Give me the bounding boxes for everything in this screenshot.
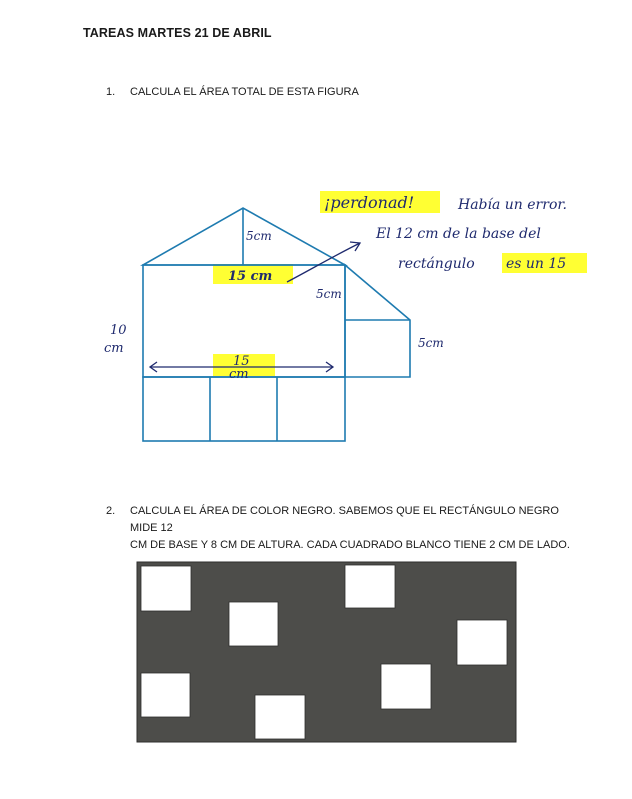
label-height-left bbox=[104, 323, 131, 356]
label-width-inner-unit: cm bbox=[229, 367, 249, 382]
page-title: TAREAS MARTES 21 DE ABRIL bbox=[83, 26, 272, 40]
side-trapezoid bbox=[345, 265, 410, 377]
note-pointer-arrow bbox=[287, 242, 360, 282]
question-1-number: 1. bbox=[106, 86, 116, 98]
label-width-inner-value: 15 bbox=[233, 354, 250, 369]
question-2 bbox=[106, 503, 576, 551]
note-line-3-start: rectángulo bbox=[398, 256, 475, 272]
label-small-rect: 5cm bbox=[418, 336, 444, 350]
note-perdonad: ¡perdonad! bbox=[324, 193, 415, 212]
question-2-text: CALCULA EL ÁREA DE COLOR NEGRO. SABEMOS QUE EL RECTÁNGULO NEGRO MIDE 12 CM DE BASE Y 8 CM DE ALTURA. CADA CUADRADO BLANCO TIENE 2 CM DE LADO. bbox=[130, 505, 570, 551]
house-outline bbox=[143, 208, 410, 441]
label-height-left-unit: cm bbox=[104, 341, 124, 356]
note-line-3-highlight: es un 15 bbox=[506, 256, 567, 272]
label-triangle-height: 5cm bbox=[246, 229, 272, 243]
note-line-2: El 12 cm de la base del bbox=[376, 226, 541, 242]
label-height-left-value: 10 bbox=[110, 323, 127, 338]
question-1-text: CALCULA EL ÁREA TOTAL DE ESTA FIGURA bbox=[130, 86, 359, 98]
note-error: Había un error. bbox=[458, 197, 567, 213]
question-2-number: 2. bbox=[106, 505, 116, 517]
bottom-strip bbox=[143, 377, 345, 441]
label-base-top: 15 cm bbox=[228, 269, 273, 284]
label-slant-side: 5cm bbox=[316, 287, 342, 301]
roof-triangle bbox=[143, 208, 345, 265]
